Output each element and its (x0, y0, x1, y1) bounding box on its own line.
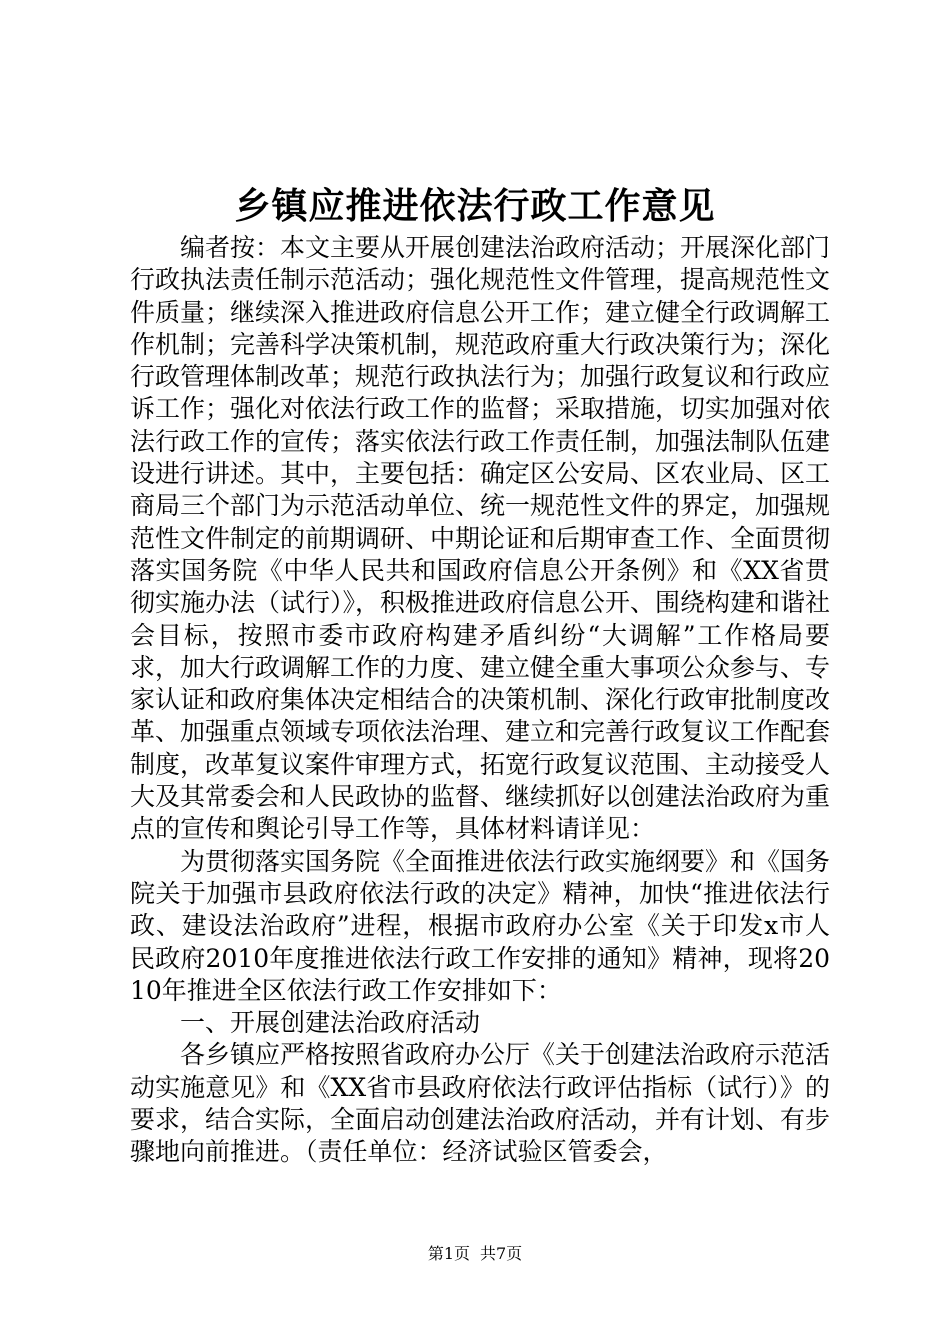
document-title: 乡镇应推进依法行政工作意见 (234, 186, 716, 227)
intro-paragraph: 为贯彻落实国务院《全面推进依法行政实施纲要》和《国务院关于加强市县政府依法行政的决定》精神，加快“推进依法行政、建设法治政府”进程，根据市政府办公室《关于印发x市人民政府2010年度推进依法行政工作安排的通知》精神，现将2010年推进全区依法行政工作安排如下： (130, 846, 831, 1005)
section-heading: 一、开展创建法治政府活动 (180, 1008, 481, 1038)
section-paragraph: 各乡镇应严格按照省政府办公厅《关于创建法治政府示范活动实施意见》和《XX省市县政府依法行政评估指标（试行）》的要求，结合实际，全面启动创建法治政府活动，并有计划、有步骤地向前推进。（责任单位：经济试验区管委会， (130, 1040, 831, 1167)
document-body (130, 232, 830, 1169)
page-number-total: 共7页 (480, 1244, 523, 1263)
editor-note-paragraph: 编者按：本文主要从开展创建法治政府活动；开展深化部门行政执法责任制示范活动；强化规范性文件管理，提高规范性文件质量；继续深入推进政府信息公开工作；建立健全行政调解工作机制；完善科学决策机制，规范政府重大行政决策行为；深化行政管理体制改革；规范行政执法行为；加强行政复议和行政应诉工作；强化对依法行政工作的监督；采取措施，切实加强对依法行政工作的宣传；落实依法行政工作责任制，加强法制队伍建设进行讲述。其中，主要包括：确定区公安局、区农业局、区工商局三个部门为示范活动单位、统一规范性文件的界定，加强规范性文件制定的前期调研、中期论证和后期审查工作、全面贯彻落实国务院《中华人民共和国政府信息公开条例》和《XX省贯彻实施办法（试行）》，积极推进政府信息公开、围绕构建和谐社会目标，按照市委市政府构建矛盾纠纷“大调解”工作格局要求，加大行政调解工作的力度、建立健全重大事项公众参与、专家认证和政府集体决定相结合的决策机制、深化行政审批制度改革、加强重点领域专项依法治理、建立和完善行政复议工作配套制度，改革复议案件审理方式，拓宽行政复议范围、主动接受人大及其常委会和人民政协的监督、继续抓好以创建法治政府为重点的宣传和舆论引导工作等，具体材料请详见： (130, 233, 831, 844)
page-footer (0, 1244, 950, 1264)
page-number-current: 第1页 (427, 1244, 470, 1263)
